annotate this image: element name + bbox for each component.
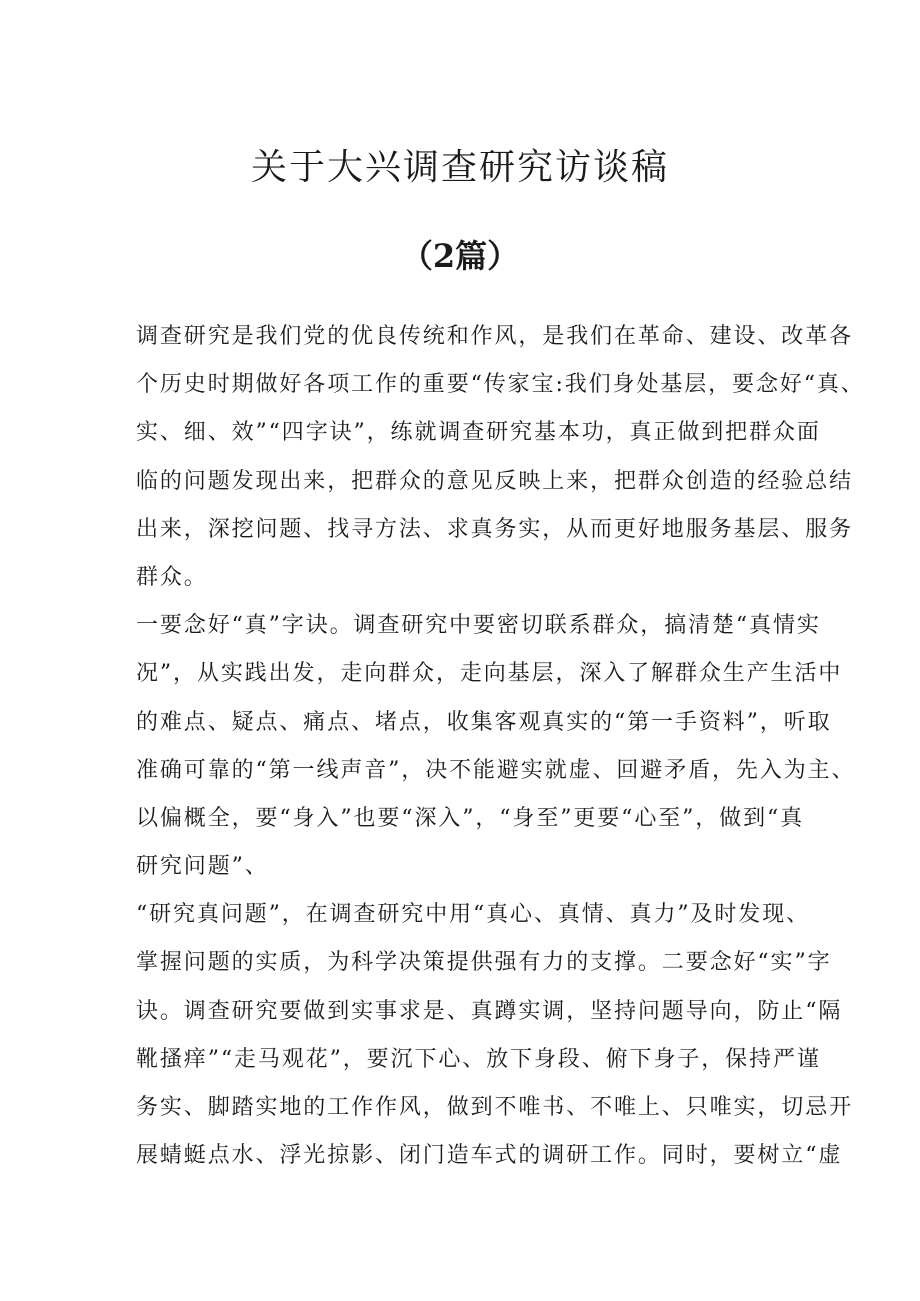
body-line: 研究问题”、 xyxy=(136,854,269,880)
body-line: 一要念好“真”字诀。调查研究中要密切联系群众，搞清楚“真情实 xyxy=(136,613,821,639)
body-line: “研究真问题”，在调查研究中用“真心、真情、真力”及时发现、 xyxy=(136,902,810,928)
body-line: 掌握问题的实质，为科学决策提供强有力的支撑。二要念好“实”字 xyxy=(136,950,832,976)
body-line: 临的问题发现出来，把群众的意见反映上来，把群众创造的经验总结 xyxy=(136,468,854,494)
document-body xyxy=(136,313,865,1180)
body-line: 务实、脚踏实地的工作作风，做到不唯书、不唯上、只唯实，切忌开 xyxy=(136,1095,854,1120)
body-line: 出来，深挖问题、找寻方法、求真务实，从而更好地服务基层、服务 xyxy=(136,516,854,542)
body-line: 群众。 xyxy=(136,564,208,590)
body-line: 靴搔痒”“走马观花”，要沉下心、放下身段、俯下身子，保持严谨 xyxy=(136,1046,821,1072)
document-subtitle: （2篇） xyxy=(400,237,520,275)
body-line: 个历史时期做好各项工作的重要“传家宝:我们身处基层，要念好“真、 xyxy=(136,372,865,398)
body-line: 况”，从实践出发，走向群众，走向基层，深入了解群众生产生活中 xyxy=(136,661,843,687)
body-line: 准确可靠的“第一线声音”，决不能避实就虚、回避矛盾，先入为主、 xyxy=(136,757,856,783)
body-line: 展蜻蜓点水、浮光掠影、闭门造车式的调研工作。同时，要树立“虚 xyxy=(136,1143,843,1169)
body-line: 以偏概全，要“身入”也要“深入”，“身至”更要“心至”，做到“真 xyxy=(136,805,805,831)
body-line: 调查研究是我们党的优良传统和作风，是我们在革命、建设、改革各 xyxy=(136,324,854,349)
body-line: 实、细、效”“四字诀”，练就调查研究基本功，真正做到把群众面 xyxy=(136,420,821,446)
body-line: 的难点、疑点、痛点、堵点，收集客观真实的“第一手资料”，听取 xyxy=(136,709,832,735)
document-title: 关于大兴调查研究访谈稿 xyxy=(250,147,669,188)
body-line: 诀。调查研究要做到实事求是、真蹲实调，坚持问题导向，防止“隔 xyxy=(136,998,843,1024)
